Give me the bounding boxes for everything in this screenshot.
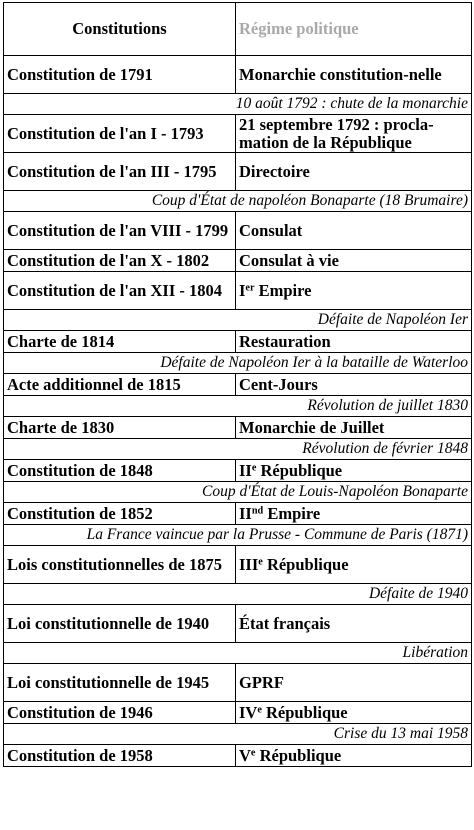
event-cell: Coup d'État de napoléon Bonaparte (18 Brumaire) (4, 191, 472, 212)
regime-cell: Monarchie de Juillet (236, 417, 472, 439)
constitution-cell: Constitution de 1958 (4, 745, 236, 767)
table-row (4, 212, 472, 250)
constitution-cell: Constitution de l'an VIII - 1799 (4, 212, 236, 250)
constitution-cell: Loi constitutionnelle de 1940 (4, 605, 236, 643)
regime-cell: Consulat à vie (236, 250, 472, 272)
table-row (4, 417, 472, 439)
event-row (4, 439, 472, 460)
constitutions-table (3, 2, 472, 767)
regime-cell (236, 272, 472, 310)
regime-name: République (261, 702, 348, 722)
header-regime: Régime politique (236, 3, 472, 56)
regime-cell (236, 745, 472, 767)
regime-name: Empire (263, 503, 321, 523)
event-row (4, 525, 472, 546)
regime-numeral: IV (239, 702, 258, 722)
table-row (4, 56, 472, 94)
header-constitutions: Constitutions (4, 3, 236, 56)
event-row (4, 482, 472, 503)
event-row (4, 724, 472, 745)
event-cell: Révolution de février 1848 (4, 439, 472, 460)
table-row (4, 153, 472, 191)
event-cell: Défaite de Napoléon Ier (4, 310, 472, 331)
constitution-cell: Charte de 1830 (4, 417, 236, 439)
constitution-cell: Constitution de l'an III - 1795 (4, 153, 236, 191)
constitution-cell: Charte de 1814 (4, 331, 236, 353)
regime-name: République (262, 554, 349, 574)
constitution-cell: Constitution de 1848 (4, 460, 236, 482)
regime-superscript: e (251, 461, 257, 473)
constitution-cell: Constitution de l'an X - 1802 (4, 250, 236, 272)
event-row (4, 396, 472, 417)
table-row (4, 605, 472, 643)
constitution-cell: Constitution de 1946 (4, 702, 236, 724)
event-cell: Libération (4, 643, 472, 664)
event-cell: La France vaincue par la Prusse - Commune de Paris (1871) (4, 525, 472, 546)
regime-cell (236, 702, 472, 724)
regime-superscript: e (258, 555, 263, 567)
table-row (4, 115, 472, 153)
regime-numeral: II (239, 460, 252, 480)
constitution-cell: Constitution de l'an I - 1793 (4, 115, 236, 153)
event-cell: Révolution de juillet 1830 (4, 396, 472, 417)
regime-cell: Restauration (236, 331, 472, 353)
regime-superscript: e (250, 746, 256, 758)
regime-name: Empire (254, 280, 312, 300)
event-row (4, 191, 472, 212)
regime-cell: État français (236, 605, 472, 643)
table-row (4, 702, 472, 724)
event-row (4, 584, 472, 605)
constitution-cell: Constitution de l'an XII - 1804 (4, 272, 236, 310)
table-header-row (4, 3, 472, 56)
regime-cell: GPRF (236, 664, 472, 702)
regime-numeral: V (239, 745, 251, 765)
event-row (4, 310, 472, 331)
constitution-cell: Acte additionnel de 1815 (4, 374, 236, 396)
table-row (4, 503, 472, 525)
table-row (4, 745, 472, 767)
event-row (4, 94, 472, 115)
regime-cell (236, 546, 472, 584)
event-cell: Coup d'État de Louis-Napoléon Bonaparte (4, 482, 472, 503)
table-row (4, 272, 472, 310)
regime-numeral: I (239, 280, 246, 300)
table-row (4, 250, 472, 272)
event-cell: Crise du 13 mai 1958 (4, 724, 472, 745)
regime-cell: Consulat (236, 212, 472, 250)
regime-name: République (256, 460, 343, 480)
regime-numeral: III (239, 554, 259, 574)
regime-superscript: nd (251, 504, 264, 516)
event-cell: Défaite de Napoléon Ier à la bataille de Waterloo (4, 353, 472, 374)
regime-cell: Monarchie constitution-nelle (236, 56, 472, 94)
table-row (4, 374, 472, 396)
regime-numeral: II (239, 503, 252, 523)
regime-cell (236, 503, 472, 525)
regime-cell: Directoire (236, 153, 472, 191)
table-row (4, 460, 472, 482)
event-row (4, 643, 472, 664)
constitution-cell: Loi constitutionnelle de 1945 (4, 664, 236, 702)
constitution-cell: Constitution de 1791 (4, 56, 236, 94)
constitution-cell: Lois constitutionnelles de 1875 (4, 546, 236, 584)
regime-superscript: e (257, 703, 262, 715)
event-row (4, 353, 472, 374)
regime-cell: 21 septembre 1792 : procla-mation de la République (236, 115, 472, 153)
regime-name: République (255, 745, 342, 765)
regime-cell (236, 460, 472, 482)
table-row (4, 546, 472, 584)
table-row (4, 664, 472, 702)
event-cell: Défaite de 1940 (4, 584, 472, 605)
event-cell: 10 août 1792 : chute de la monarchie (4, 94, 472, 115)
constitution-cell: Constitution de 1852 (4, 503, 236, 525)
table-row (4, 331, 472, 353)
regime-cell: Cent-Jours (236, 374, 472, 396)
regime-superscript: er (245, 281, 255, 293)
